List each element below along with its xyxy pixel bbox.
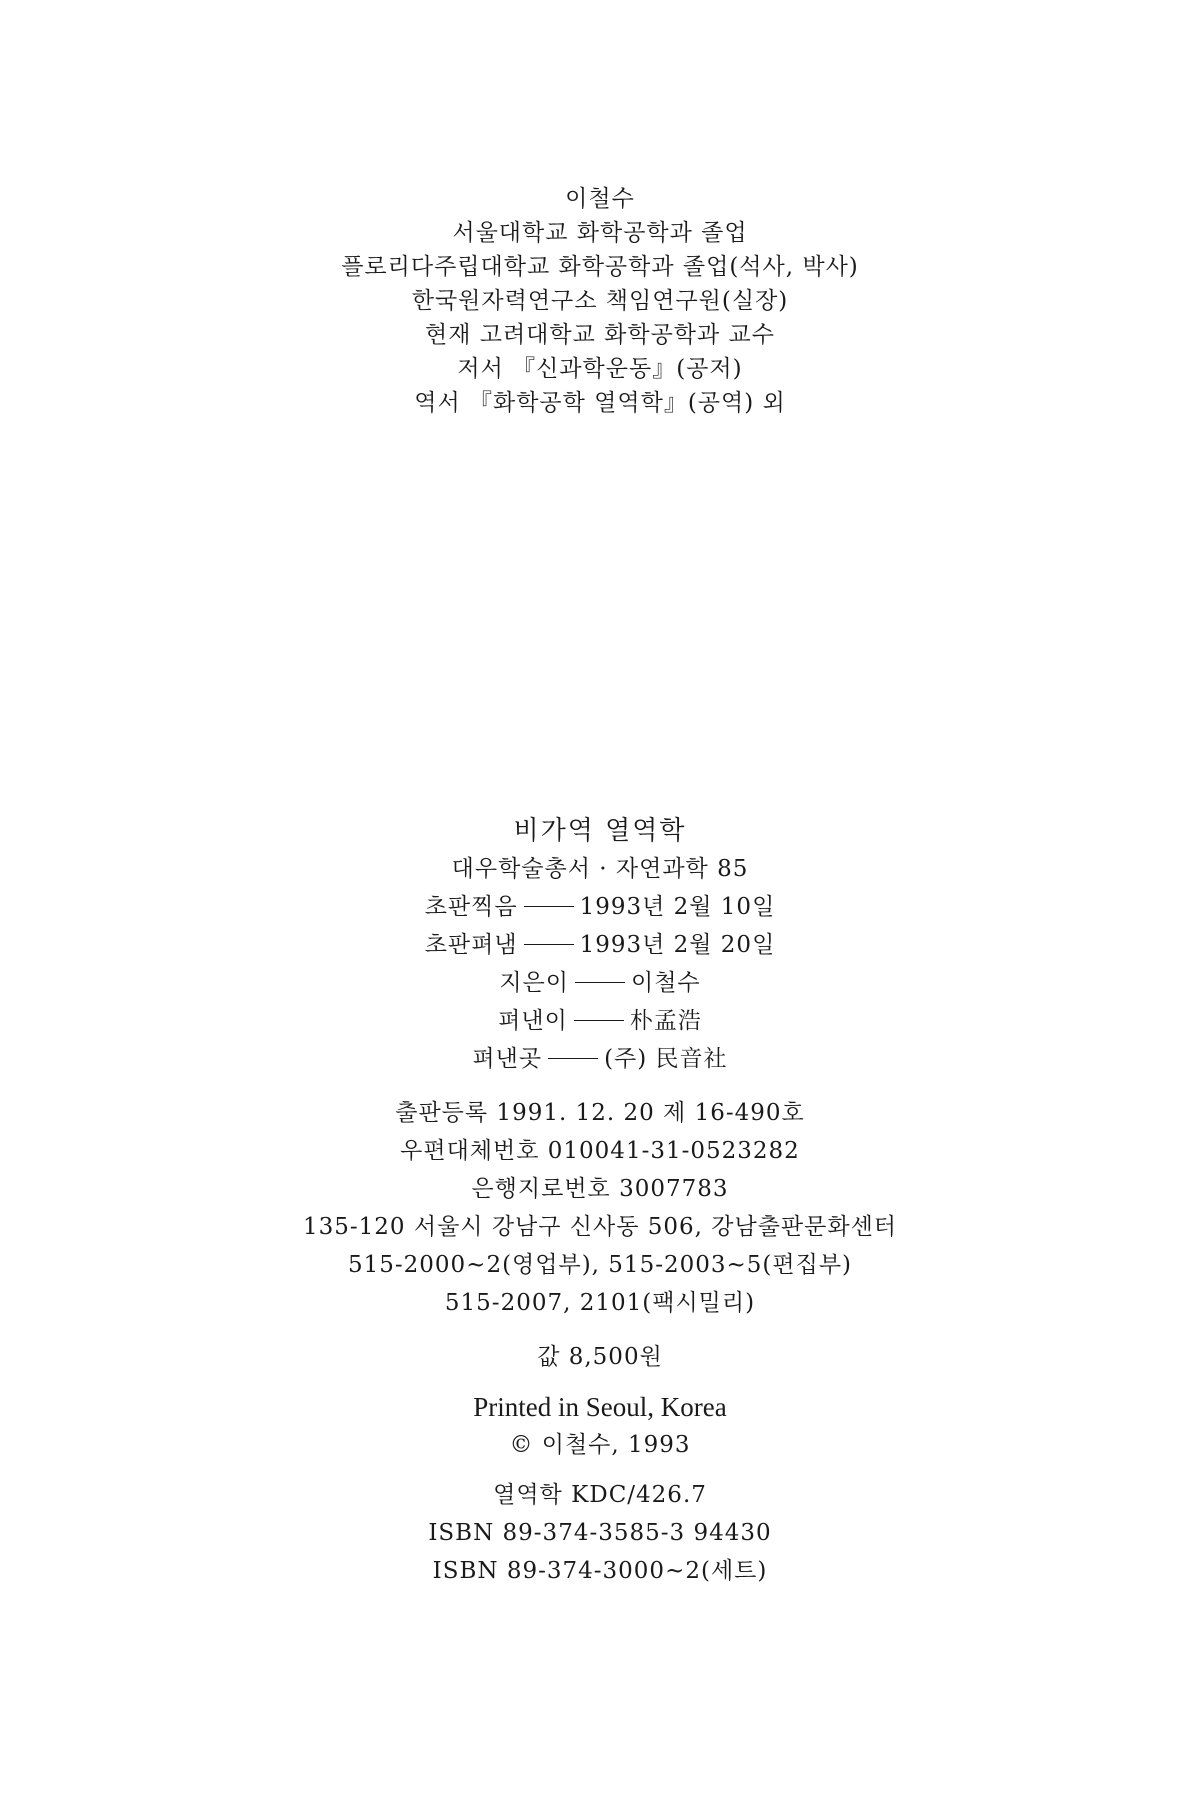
author-credit <box>0 972 1200 995</box>
author-label: 지은이 <box>499 970 569 996</box>
copyright-notice: © 이철수, 1993 <box>509 1432 691 1458</box>
isbn: ISBN 89-374-3585-3 94430 <box>428 1520 772 1546</box>
registration-info: 출판등록 1991. 12. 20 제 16-490호 <box>395 1100 805 1126</box>
phone-numbers: 515-2000~2(영업부), 515-2003~5(편집부) <box>347 1252 853 1278</box>
first-publishing-date <box>0 934 1200 957</box>
dash-rule <box>575 982 625 983</box>
printed-in: Printed in Seoul, Korea <box>473 1392 727 1422</box>
publisher-company-value: (주) 民音社 <box>604 1046 728 1072</box>
bank-account: 은행지로번호 3007783 <box>471 1176 729 1202</box>
isbn-set: ISBN 89-374-3000~2(세트) <box>432 1558 768 1584</box>
fax-numbers: 515-2007, 2101(팩시밀리) <box>444 1290 756 1316</box>
series-name: 대우학술총서 · 자연과학 85 <box>451 856 749 882</box>
bio-line: 저서 『신과학운동』(공저) <box>457 356 743 382</box>
author-name: 이철수 <box>565 186 635 212</box>
price: 값 8,500원 <box>537 1344 663 1370</box>
publisher-address: 135-120 서울시 강남구 신사동 506, 강남출판문화센터 <box>302 1214 898 1240</box>
dash-rule <box>548 1058 598 1059</box>
first-publishing-label: 초판펴냄 <box>424 932 518 958</box>
dash-rule <box>524 944 574 945</box>
first-printing-value: 1993년 2월 10일 <box>579 894 776 920</box>
bio-line: 현재 고려대학교 화학공학과 교수 <box>425 322 775 348</box>
book-title: 비가역 열역학 <box>513 816 687 846</box>
first-printing-date <box>0 896 1200 919</box>
bio-line: 한국원자력연구소 책임연구원(실장) <box>411 288 789 314</box>
author-value: 이철수 <box>631 970 701 996</box>
classification: 열역학 KDC/426.7 <box>493 1482 707 1508</box>
publisher-person-value: 朴孟浩 <box>629 1008 702 1034</box>
publisher-person <box>0 1010 1200 1033</box>
first-printing-label: 초판찍음 <box>424 894 518 920</box>
publisher-person-label: 펴낸이 <box>498 1008 568 1034</box>
dash-rule <box>574 1020 624 1021</box>
bio-line: 플로리다주립대학교 화학공학과 졸업(석사, 박사) <box>341 254 859 280</box>
bio-line: 역서 『화학공학 열역학』(공역) 외 <box>414 390 786 416</box>
first-publishing-value: 1993년 2월 20일 <box>579 932 776 958</box>
publisher-company <box>0 1048 1200 1071</box>
postal-account: 우편대체번호 010041-31-0523282 <box>400 1138 800 1164</box>
bio-line: 서울대학교 화학공학과 졸업 <box>452 220 748 246</box>
dash-rule <box>524 906 574 907</box>
publisher-company-label: 펴낸곳 <box>472 1046 543 1072</box>
